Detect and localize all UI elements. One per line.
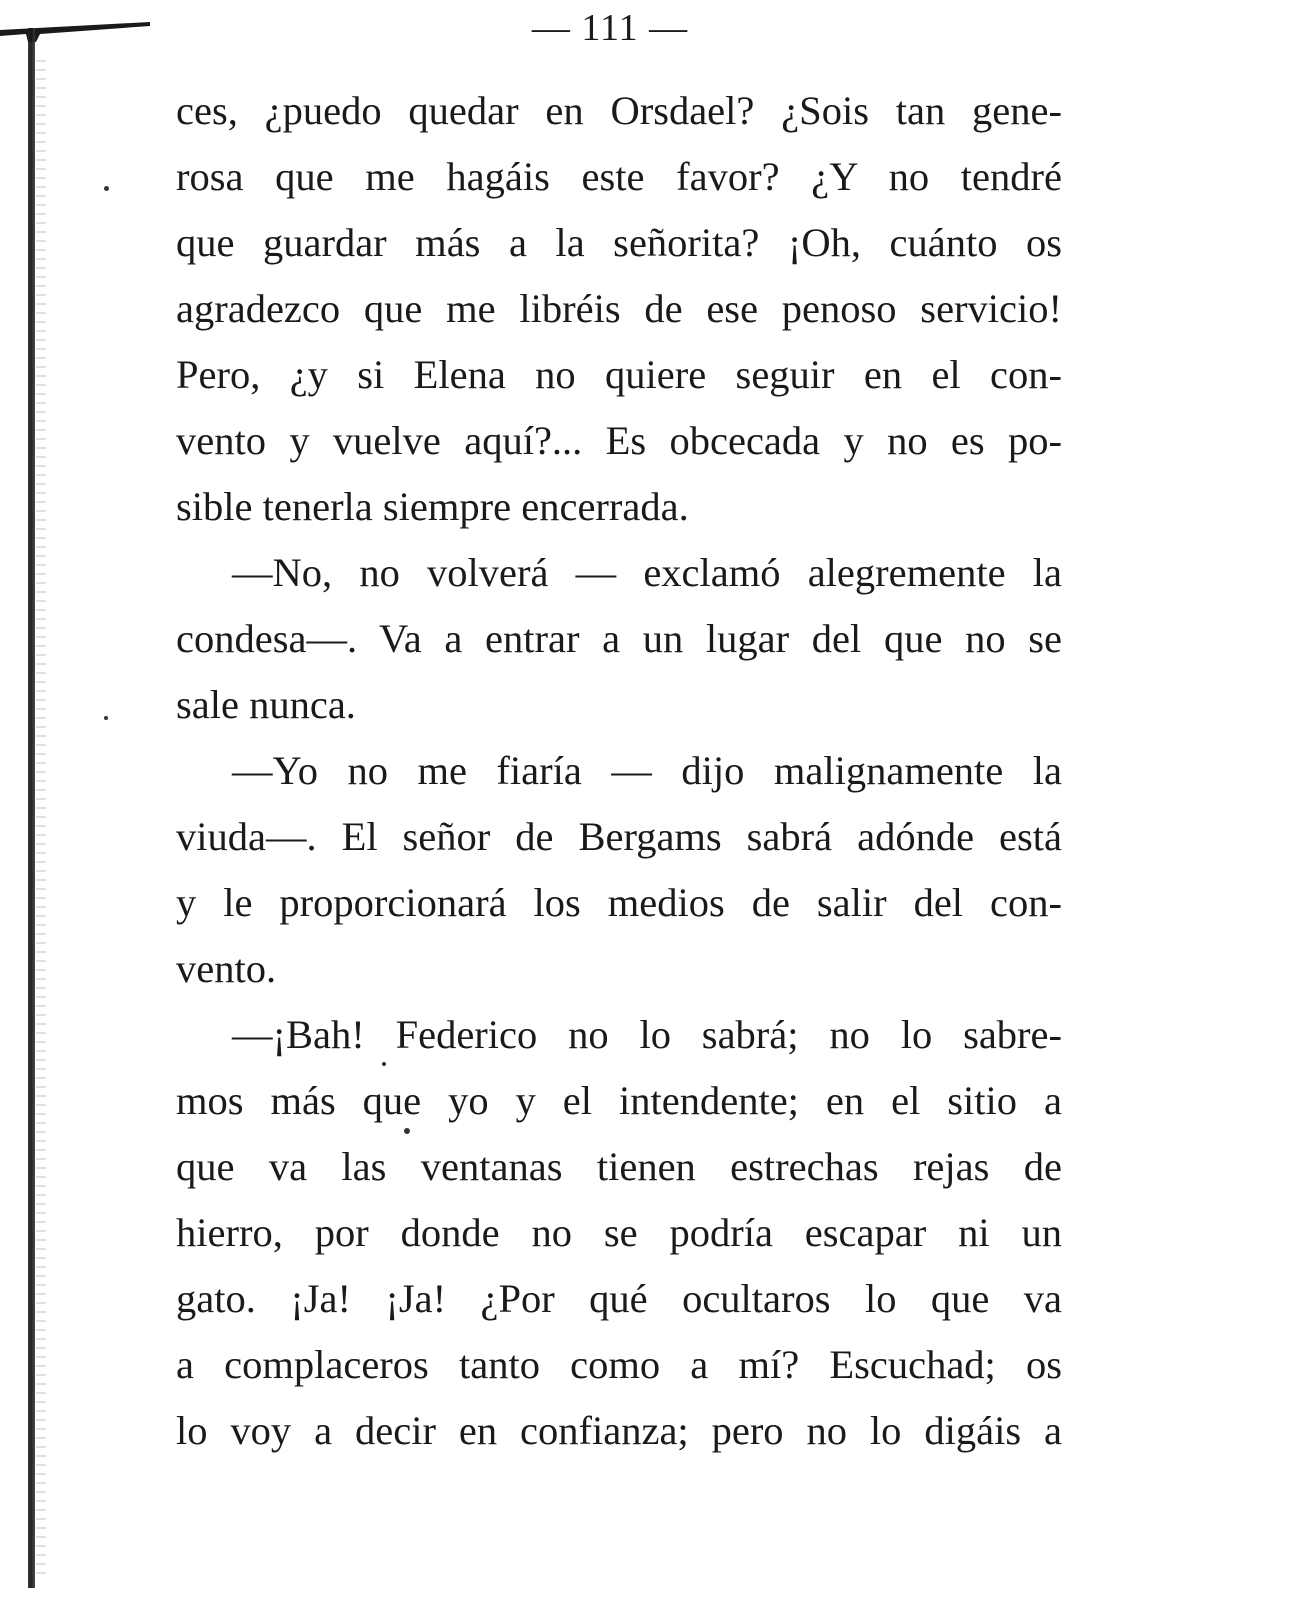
text-line: que guardar más a la señorita? ¡Oh, cuánto os bbox=[176, 220, 1062, 265]
ink-speck bbox=[104, 186, 109, 191]
text-line: —Yo no me fiaría — dijo malignamente la bbox=[232, 748, 1062, 793]
ink-speck bbox=[104, 716, 108, 720]
text-line: rosa que me hagáis este favor? ¿Y no tendré bbox=[176, 154, 1062, 199]
text-line: vento y vuelve aquí?... Es obcecada y no es po- bbox=[176, 418, 1062, 463]
text-line: lo voy a decir en confianza; pero no lo digáis a bbox=[176, 1408, 1062, 1453]
text-line: —¡Bah! Federico no lo sabrá; no lo sabre- bbox=[232, 1012, 1062, 1057]
ink-speck bbox=[404, 1128, 410, 1134]
text-line: condesa—. Va a entrar a un lugar del que no se bbox=[176, 616, 1062, 661]
text-line: ces, ¿puedo quedar en Orsdael? ¿Sois tan gene- bbox=[176, 88, 1062, 133]
binding-edge bbox=[28, 28, 35, 1588]
page-number: — 111 — bbox=[531, 7, 689, 49]
body-text bbox=[176, 78, 1062, 1464]
text-line: vento. bbox=[176, 946, 277, 991]
ink-speck bbox=[382, 1062, 386, 1066]
text-line: y le proporcionará los medios de salir del con- bbox=[176, 880, 1062, 925]
text-line: sible tenerla siempre encerrada. bbox=[176, 484, 689, 529]
text-line: gato. ¡Ja! ¡Ja! ¿Por qué ocultaros lo que va bbox=[176, 1276, 1062, 1321]
text-line: Pero, ¿y si Elena no quiere seguir en el con- bbox=[176, 352, 1062, 397]
text-line: mos más que yo y el intendente; en el sitio a bbox=[176, 1078, 1062, 1123]
text-line: sale nunca. bbox=[176, 682, 356, 727]
text-line: que va las ventanas tienen estrechas rejas de bbox=[176, 1144, 1062, 1189]
text-line: a complaceros tanto como a mí? Escuchad; os bbox=[176, 1342, 1062, 1387]
text-line: hierro, por donde no se podría escapar ni un bbox=[176, 1210, 1062, 1255]
binding-shadow bbox=[36, 60, 46, 1580]
text-line: viuda—. El señor de Bergams sabrá adónde está bbox=[176, 814, 1062, 859]
text-line: agradezco que me libréis de ese penoso servicio! bbox=[176, 286, 1062, 331]
text-line: —No, no volverá — exclamó alegremente la bbox=[232, 550, 1062, 595]
